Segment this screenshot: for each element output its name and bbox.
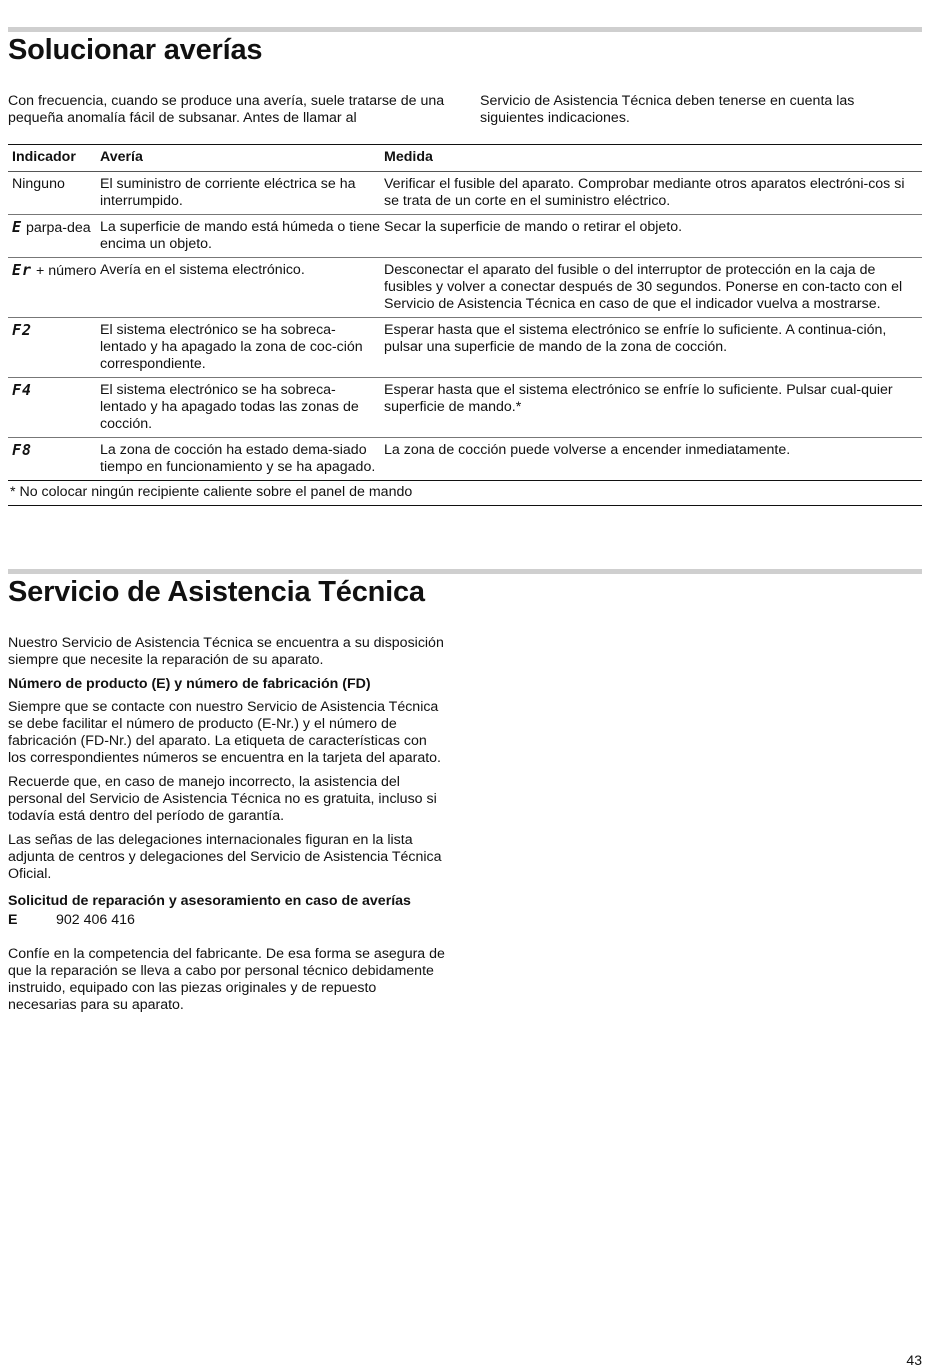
service-paragraph: Recuerde que, en caso de manejo incorrecto, la asistencia del personal del Servicio de Asistencia Técnica no es gratuita, incluso si todavía está dentro del período de garantía.	[8, 774, 437, 824]
intro-right	[480, 93, 910, 127]
service-paragraph: Confíe en la competencia del fabricante. De esa forma se asegura de que la reparación se lleva a cabo por personal técnico debidamente instruido, equipado con las piezas originales y de repuesto necesarias para su aparato.	[8, 946, 445, 1013]
table-row	[8, 258, 922, 318]
indicator-suffix: + número	[32, 263, 97, 279]
table-row	[8, 438, 922, 480]
intro-text-right: Servicio de Asistencia Técnica deben tenerse en cuenta las siguientes indicaciones.	[480, 93, 855, 126]
row-fault: Avería en el sistema electrónico.	[100, 262, 305, 278]
table-row	[8, 318, 922, 378]
table-row	[8, 215, 922, 258]
section-title-troubleshooting: Solucionar averías	[8, 34, 263, 66]
phone-number: 902 406 416	[56, 912, 135, 928]
page-number: 43	[906, 1352, 922, 1368]
phone-line	[8, 912, 448, 929]
header-measure: Medida	[384, 149, 433, 165]
row-measure: Verificar el fusible del aparato. Comprobar mediante otros aparatos electróni-cos si se trata de un corte en el suministro eléctrico.	[384, 176, 905, 209]
indicator-text: Ninguno	[12, 176, 65, 192]
service-content	[8, 635, 448, 1021]
row-measure: La zona de cocción puede volverse a encender inmediatamente.	[384, 442, 791, 458]
section-divider	[8, 569, 922, 574]
row-fault: El sistema electrónico se ha sobreca-lentado y ha apagado la zona de coc-ción correspondiente.	[100, 322, 363, 372]
service-paragraph: Siempre que se contacte con nuestro Servicio de Asistencia Técnica se debe facilitar el número de producto (E-Nr.) y el número de fabricación (FD-Nr.) del aparato. La etiqueta de características con los correspondientes números se encuentra en la tarjeta del aparato.	[8, 699, 441, 766]
display-symbol: E	[12, 218, 23, 236]
row-fault: La zona de cocción ha estado dema-siado tiempo en funcionamiento y se ha apagado.	[100, 442, 376, 475]
row-indicator	[8, 438, 100, 480]
row-fault: La superficie de mando está húmeda o tiene encima un objeto.	[100, 219, 380, 252]
display-symbol: F2	[12, 321, 33, 339]
subheading-product-number: Número de producto (E) y número de fabricación (FD)	[8, 676, 371, 692]
table-row	[8, 378, 922, 438]
service-paragraph: Las señas de las delegaciones internacionales figuran en la lista adjunta de centros y delegaciones del Servicio de Asistencia Técnica Oficial.	[8, 832, 442, 882]
row-indicator	[8, 258, 100, 317]
service-paragraph: Nuestro Servicio de Asistencia Técnica se encuentra a su disposición siempre que necesite la reparación de su aparato.	[8, 635, 444, 668]
subheading-repair-request: Solicitud de reparación y asesoramiento en caso de averías	[8, 893, 411, 909]
row-measure: Esperar hasta que el sistema electrónico se enfríe lo suficiente. A continua-ción, pulsar una superficie de mando de la zona de cocción.	[384, 322, 887, 355]
row-measure: Esperar hasta que el sistema electrónico se enfríe lo suficiente. Pulsar cual-quier superficie de mando.*	[384, 382, 893, 415]
row-measure: Desconectar el aparato del fusible o del interruptor de protección en la caja de fusibles y volver a conectar después de 30 segundos. Ponerse en con-tacto con el Servicio de Asistencia Técnica en caso de que el indicador vuelva a mostrarse.	[384, 262, 903, 312]
row-indicator	[8, 318, 100, 377]
intro-left	[8, 93, 453, 127]
row-indicator	[8, 172, 100, 214]
row-measure: Secar la superficie de mando o retirar el objeto.	[384, 219, 683, 235]
intro-text-left: Con frecuencia, cuando se produce una avería, suele tratarse de una pequeña anomalía fácil de subsanar. Antes de llamar al	[8, 93, 445, 126]
section-divider	[8, 27, 922, 32]
section-title-service: Servicio de Asistencia Técnica	[8, 576, 425, 608]
row-indicator	[8, 378, 100, 437]
indicator-suffix: parpa-dea	[22, 220, 91, 236]
table-header-row	[8, 145, 922, 172]
row-fault: El sistema electrónico se ha sobreca-lentado y ha apagado todas las zonas de cocción.	[100, 382, 359, 432]
table-footnote: * No colocar ningún recipiente caliente sobre el panel de mando	[8, 480, 922, 506]
header-fault: Avería	[100, 149, 143, 165]
row-indicator	[8, 215, 100, 257]
table-row	[8, 172, 922, 215]
header-indicator: Indicador	[12, 149, 76, 165]
phone-country-code: E	[8, 912, 18, 928]
display-symbol: F8	[12, 441, 33, 459]
display-symbol: F4	[12, 381, 33, 399]
fault-table	[8, 144, 922, 506]
display-symbol: Er	[12, 261, 33, 279]
row-fault: El suministro de corriente eléctrica se ha interrumpido.	[100, 176, 356, 209]
